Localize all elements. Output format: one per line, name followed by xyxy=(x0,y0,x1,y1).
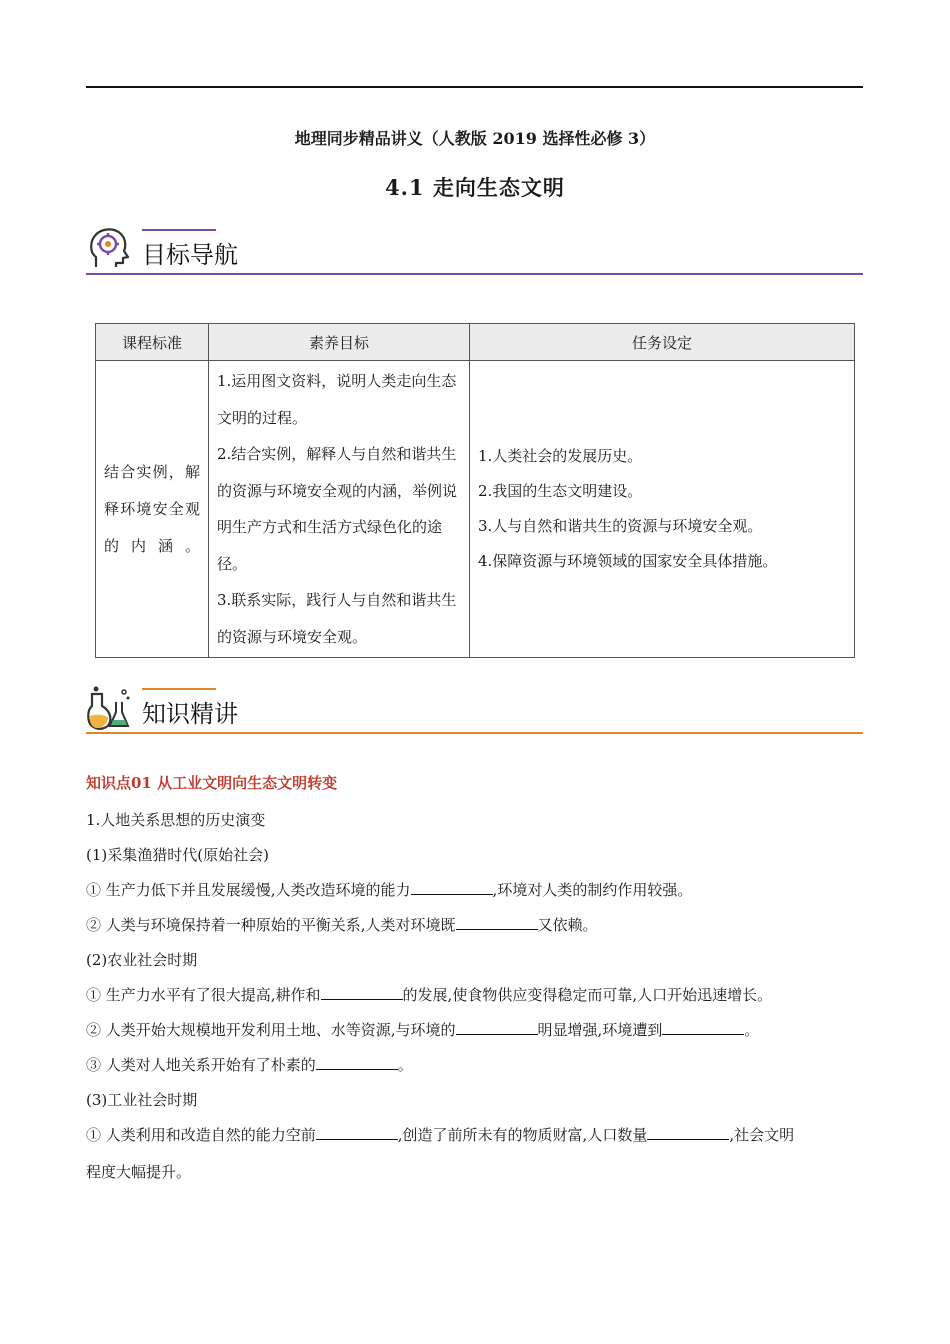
aim-item: 3.联系实际，践行人与自然和谐共生的资源与环境安全观。 xyxy=(217,591,457,646)
section-goals-underline xyxy=(86,273,863,275)
header-rule xyxy=(86,86,863,88)
section-knowledge-header xyxy=(86,684,863,734)
line-text: ② 人类与环境保持着一种原始的平衡关系,人类对环境既 xyxy=(86,916,456,934)
fill-in-blank[interactable] xyxy=(321,985,403,1000)
paragraph-line xyxy=(86,1125,863,1145)
line-text: 又依赖。 xyxy=(537,916,598,934)
paragraph-line: (2)农业社会时期 xyxy=(86,951,198,969)
line-text: 明显增强,环境遭到 xyxy=(537,1021,663,1039)
paragraph-line: 程度大幅提升。 xyxy=(86,1163,192,1181)
line-text: 。 xyxy=(397,1056,413,1074)
paragraph-line: (1)采集渔猎时代(原始社会) xyxy=(86,846,269,864)
document-subtitle: 地理同步精品讲义（人教版 2019 选择性必修 3） xyxy=(294,129,656,148)
goal-table xyxy=(95,323,855,658)
table-header-cell: 任务设定 xyxy=(470,324,855,361)
fill-in-blank[interactable] xyxy=(456,1020,538,1035)
line-text: ,社会文明 xyxy=(729,1126,795,1144)
task-settings-cell xyxy=(470,361,855,658)
paragraph-line xyxy=(86,1020,863,1040)
literacy-goals-cell xyxy=(209,361,470,658)
paragraph-line: (3)工业社会时期 xyxy=(86,1091,198,1109)
line-text: ① 生产力水平有了很大提高,耕作和 xyxy=(86,986,321,1004)
curriculum-standard-cell xyxy=(96,361,209,658)
section-knowledge-overline xyxy=(142,688,216,690)
fill-in-blank[interactable] xyxy=(411,880,493,895)
section-knowledge-title: 知识精讲 xyxy=(142,700,238,728)
task-item: 1.人类社会的发展历史。 xyxy=(478,447,643,465)
aim-item: 1.运用图文资料，说明人类走向生态文明的过程。 xyxy=(217,372,457,427)
table-header-cell: 课程标准 xyxy=(96,324,209,361)
fill-in-blank[interactable] xyxy=(647,1125,729,1140)
fill-in-blank[interactable] xyxy=(316,1055,398,1070)
table-header-row xyxy=(96,324,855,361)
lesson-title: 4.1 走向生态文明 xyxy=(385,175,565,200)
aim-item: 2.结合实例，解释人与自然和谐共生的资源与环境安全观的内涵，举例说明生产方式和生活方式绿色化的途径。 xyxy=(217,445,458,573)
line-text: ,环境对人类的制约作用较强。 xyxy=(492,881,693,899)
paragraph-line: 1.人地关系思想的历史演变 xyxy=(86,811,266,829)
section-knowledge-underline xyxy=(86,732,863,734)
fill-in-blank[interactable] xyxy=(662,1020,744,1035)
paragraph-line xyxy=(86,915,863,935)
fill-in-blank[interactable] xyxy=(456,915,538,930)
fill-in-blank[interactable] xyxy=(316,1125,398,1140)
head-gear-icon xyxy=(88,225,132,271)
line-text: 的发展,使食物供应变得稳定而可靠,人口开始迅速增长。 xyxy=(402,986,773,1004)
paragraph-line xyxy=(86,880,863,900)
line-text: ③ 人类对人地关系开始有了朴素的 xyxy=(86,1056,316,1074)
task-item: 2.我国的生态文明建设。 xyxy=(478,482,643,500)
section-goals-overline xyxy=(142,229,216,231)
section-goals-title: 目标导航 xyxy=(142,241,238,269)
knowledge-point-title: 知识点01 从工业文明向生态文明转变 xyxy=(86,774,338,792)
paragraph-line xyxy=(86,985,863,1005)
table-header-cell: 素养目标 xyxy=(209,324,470,361)
line-text: ,创造了前所未有的物质财富,人口数量 xyxy=(397,1126,648,1144)
task-item: 3.人与自然和谐共生的资源与环境安全观。 xyxy=(478,517,763,535)
line-text: ① 生产力低下并且发展缓慢,人类改造环境的能力 xyxy=(86,881,411,899)
line-text: 。 xyxy=(744,1021,760,1039)
section-goals-header xyxy=(86,225,863,275)
flask-icon xyxy=(86,684,132,732)
curriculum-standard-text: 结合实例，解释环境安全观的内涵。 xyxy=(104,462,200,555)
line-text: ① 人类利用和改造自然的能力空前 xyxy=(86,1126,316,1144)
line-text: ② 人类开始大规模地开发利用土地、水等资源,与环境的 xyxy=(86,1021,456,1039)
paragraph-line xyxy=(86,1055,863,1075)
table-row xyxy=(96,361,855,658)
task-item: 4.保障资源与环境领域的国家安全具体措施。 xyxy=(478,552,778,570)
